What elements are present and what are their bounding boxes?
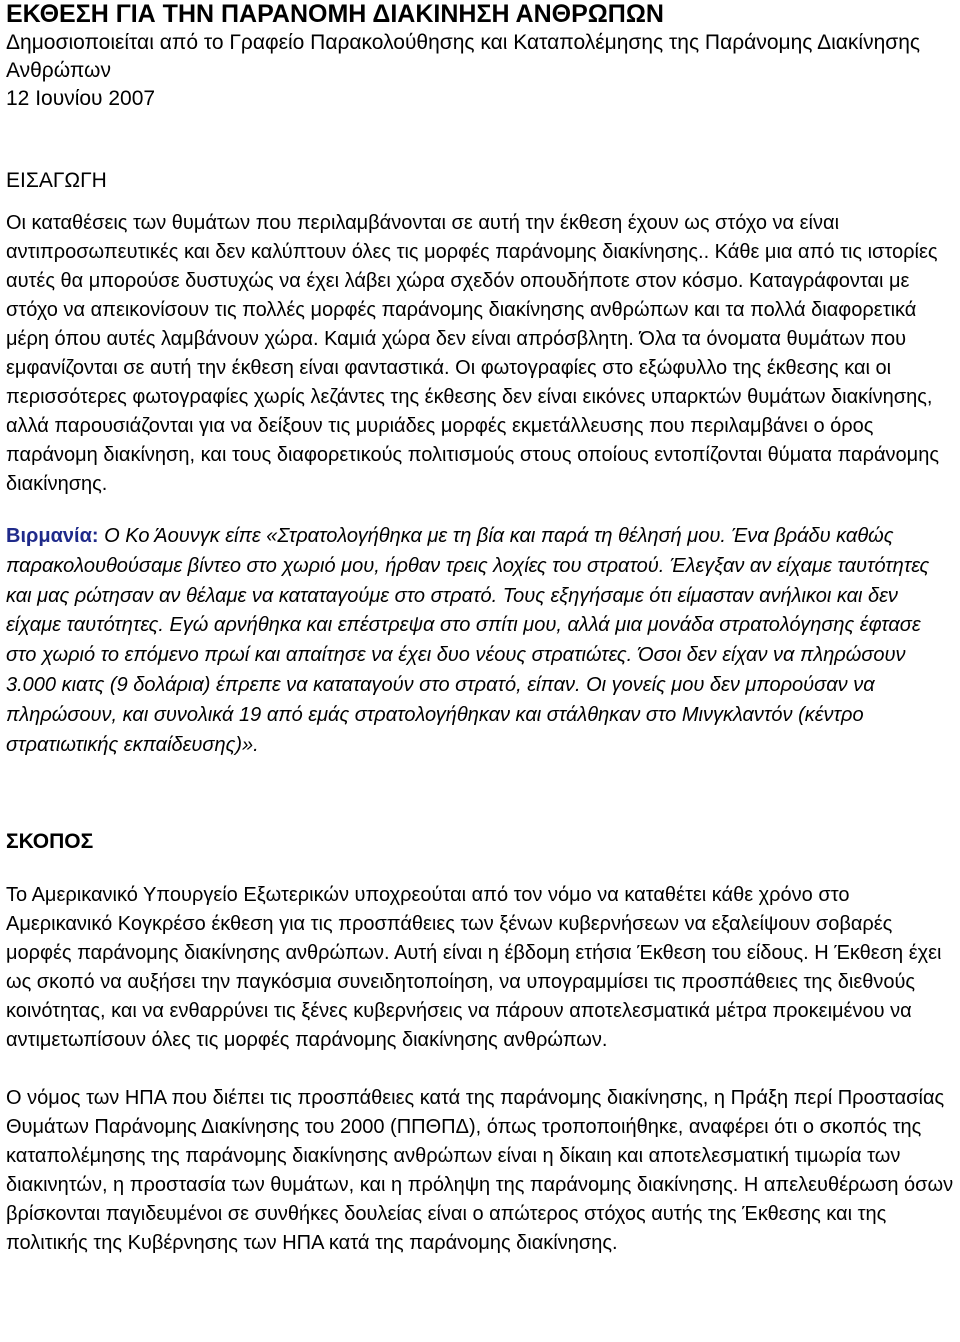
document-page bbox=[6, 0, 954, 1258]
testimony-quote: Ο Κο Άουνγκ είπε «Στρατολογήθηκα με τη βία και παρά τη θέλησή μου. Ένα βράδυ καθώς παρακολουθούσαμε βίντεο στο χωριό μου, ήρθαν τρεις λοχίες του στρατού. Έλεγξαν αν είχαμε ταυτότητες και μας ρώτησαν αν θέλαμε να καταταγούμε στο στρατό. Τους εξηγήσαμε ότι είμασταν ανήλικοι και δεν είχαμε ταυτότητες. Εγώ αρνήθηκα και επέστρεψα στο σπίτι μου, αλλά μια μονάδα στρατολόγησης έφτασε στο χωριό το επόμενο πρωί και απαίτησε να έχει δυο νέους στρατιώτες. Όσοι δεν είχαν να πληρώσουν 3.000 κιατς (9 δολάρια) έπρεπε να καταταγούν στο στρατό, είπαν. Οι γονείς μου δεν μπορούσαν να πληρώσουν, και συνολικά 19 από εμάς στρατολογήθηκαν και στάλθηκαν στο Μινγκλαντόν (κέντρο στρατιωτικής εκπαίδευσης)». bbox=[6, 525, 930, 756]
spacer bbox=[6, 195, 954, 209]
report-publisher: Δημοσιοποιείται από το Γραφείο Παρακολούθησης και Καταπολέμησης της Παράνομης Διακίνησης Ανθρώπων bbox=[6, 31, 921, 82]
purpose-paragraph-1: Το Αμερικανικό Υπουργείο Εξωτερικών υποχρεούται από τον νόμο να καταθέτει κάθε χρόνο στο Αμερικανικό Κογκρέσο έκθεση για τις προσπάθειες των ξένων κυβερνήσεων να εξαλείψουν σοβαρές μορφές παράνομης διακίνησης ανθρώπων. Αυτή είναι η έβδομη ετήσια Έκθεση του είδους. Η Έκθεση έχει ως σκοπό να αυξήσει την παγκόσμια συνειδητοποίηση, να υπογραμμίσει τις προσπάθειες της διεθνούς κοινότητας, και να ενθαρρύνει τις ξένες κυβερνήσεις να πάρουν αποτελεσματικά μέτρα προκειμένου να αντιμετωπίσουν όλες τις μορφές παράνομης διακίνησης ανθρώπων. bbox=[6, 884, 942, 1052]
testimony-country-label: Βιρμανία: bbox=[6, 525, 99, 547]
spacer bbox=[6, 113, 954, 167]
introduction-paragraph: Οι καταθέσεις των θυμάτων που περιλαμβάνονται σε αυτή την έκθεση έχουν ως στόχο να είναι αντιπροσωπευτικές και δεν καλύπτουν όλες τις μορφές παράνομης διακίνησης.. Κάθε μια από τις ιστορίες αυτές θα μπορούσε δυστυχώς να έχει λάβει χώρα σχεδόν οπουδήποτε στον κόσμο. Καταγράφονται με στόχο να απεικονίσουν τις πολλές μορφές παράνομης διακίνησης ανθρώπων και τα πολλά διαφορετικά μέρη όπου αυτές λαμβάνουν χώρα. Καμιά χώρα δεν είναι απρόσβλητη. Όλα τα όνοματα θυμάτων που εμφανίζονται σε αυτή την έκθεση είναι φανταστικά. Οι φωτογραφίες στο εξώφυλλο της έκθεσης και οι περισσότερες φωτογραφίες χωρίς λεζάντες της έκθεσης δεν είναι εικόνες υπαρκτών θυμάτων διακίνησης, αλλά παρουσιάζονται για να δείξουν τις μυριάδες μορφές εκμετάλλευσης που περιλαμβάνει ο όρος παράνομη διακίνηση, και τους διαφορετικούς πολιτισμούς στους οποίους εντοπίζονται θύματα παράνομης διακίνησης. bbox=[6, 212, 939, 495]
report-date: 12 Ιουνίου 2007 bbox=[6, 87, 156, 110]
spacer bbox=[6, 760, 954, 828]
spacer bbox=[6, 856, 954, 881]
burma-testimony bbox=[6, 522, 954, 760]
report-title: ΕΚΘΕΣΗ ΓΙΑ ΤΗΝ ΠΑΡΑΝΟΜΗ ΔΙΑΚΙΝΗΣΗ ΑΝΘΡΩΠΩΝ bbox=[6, 0, 664, 28]
purpose-paragraph-2: Ο νόμος των ΗΠΑ που διέπει τις προσπάθειες κατά της παράνομης διακίνησης, η Πράξη περί Προστασίας Θυμάτων Παράνομης Διακίνησης του 2000 (ΠΠΘΠΔ), όπως τροποποιήθηκε, αναφέρει ότι ο σκοπός της καταπολέμησης της παράνομης διακίνησης ανθρώπων είναι η δίκαιη και αποτελεσματική τιμωρία των διακινητών, η προστασία των θυμάτων, και η πρόληψη της παράνομης διακίνησης. Η απελευθέρωση όσων βρίσκονται παγιδευμένοι σε συνθήκες δουλείας είναι ο απώτερος στόχος αυτής της Έκθεσης και της πολιτικής της Κυβέρνησης των ΗΠΑ κατά της παράνομης διακίνησης. bbox=[6, 1087, 954, 1255]
spacer bbox=[6, 499, 954, 522]
section-heading-purpose: ΣΚΟΠΟΣ bbox=[6, 830, 94, 854]
spacer bbox=[6, 1055, 954, 1084]
section-heading-introduction: ΕΙΣΑΓΩΓΗ bbox=[6, 169, 107, 192]
